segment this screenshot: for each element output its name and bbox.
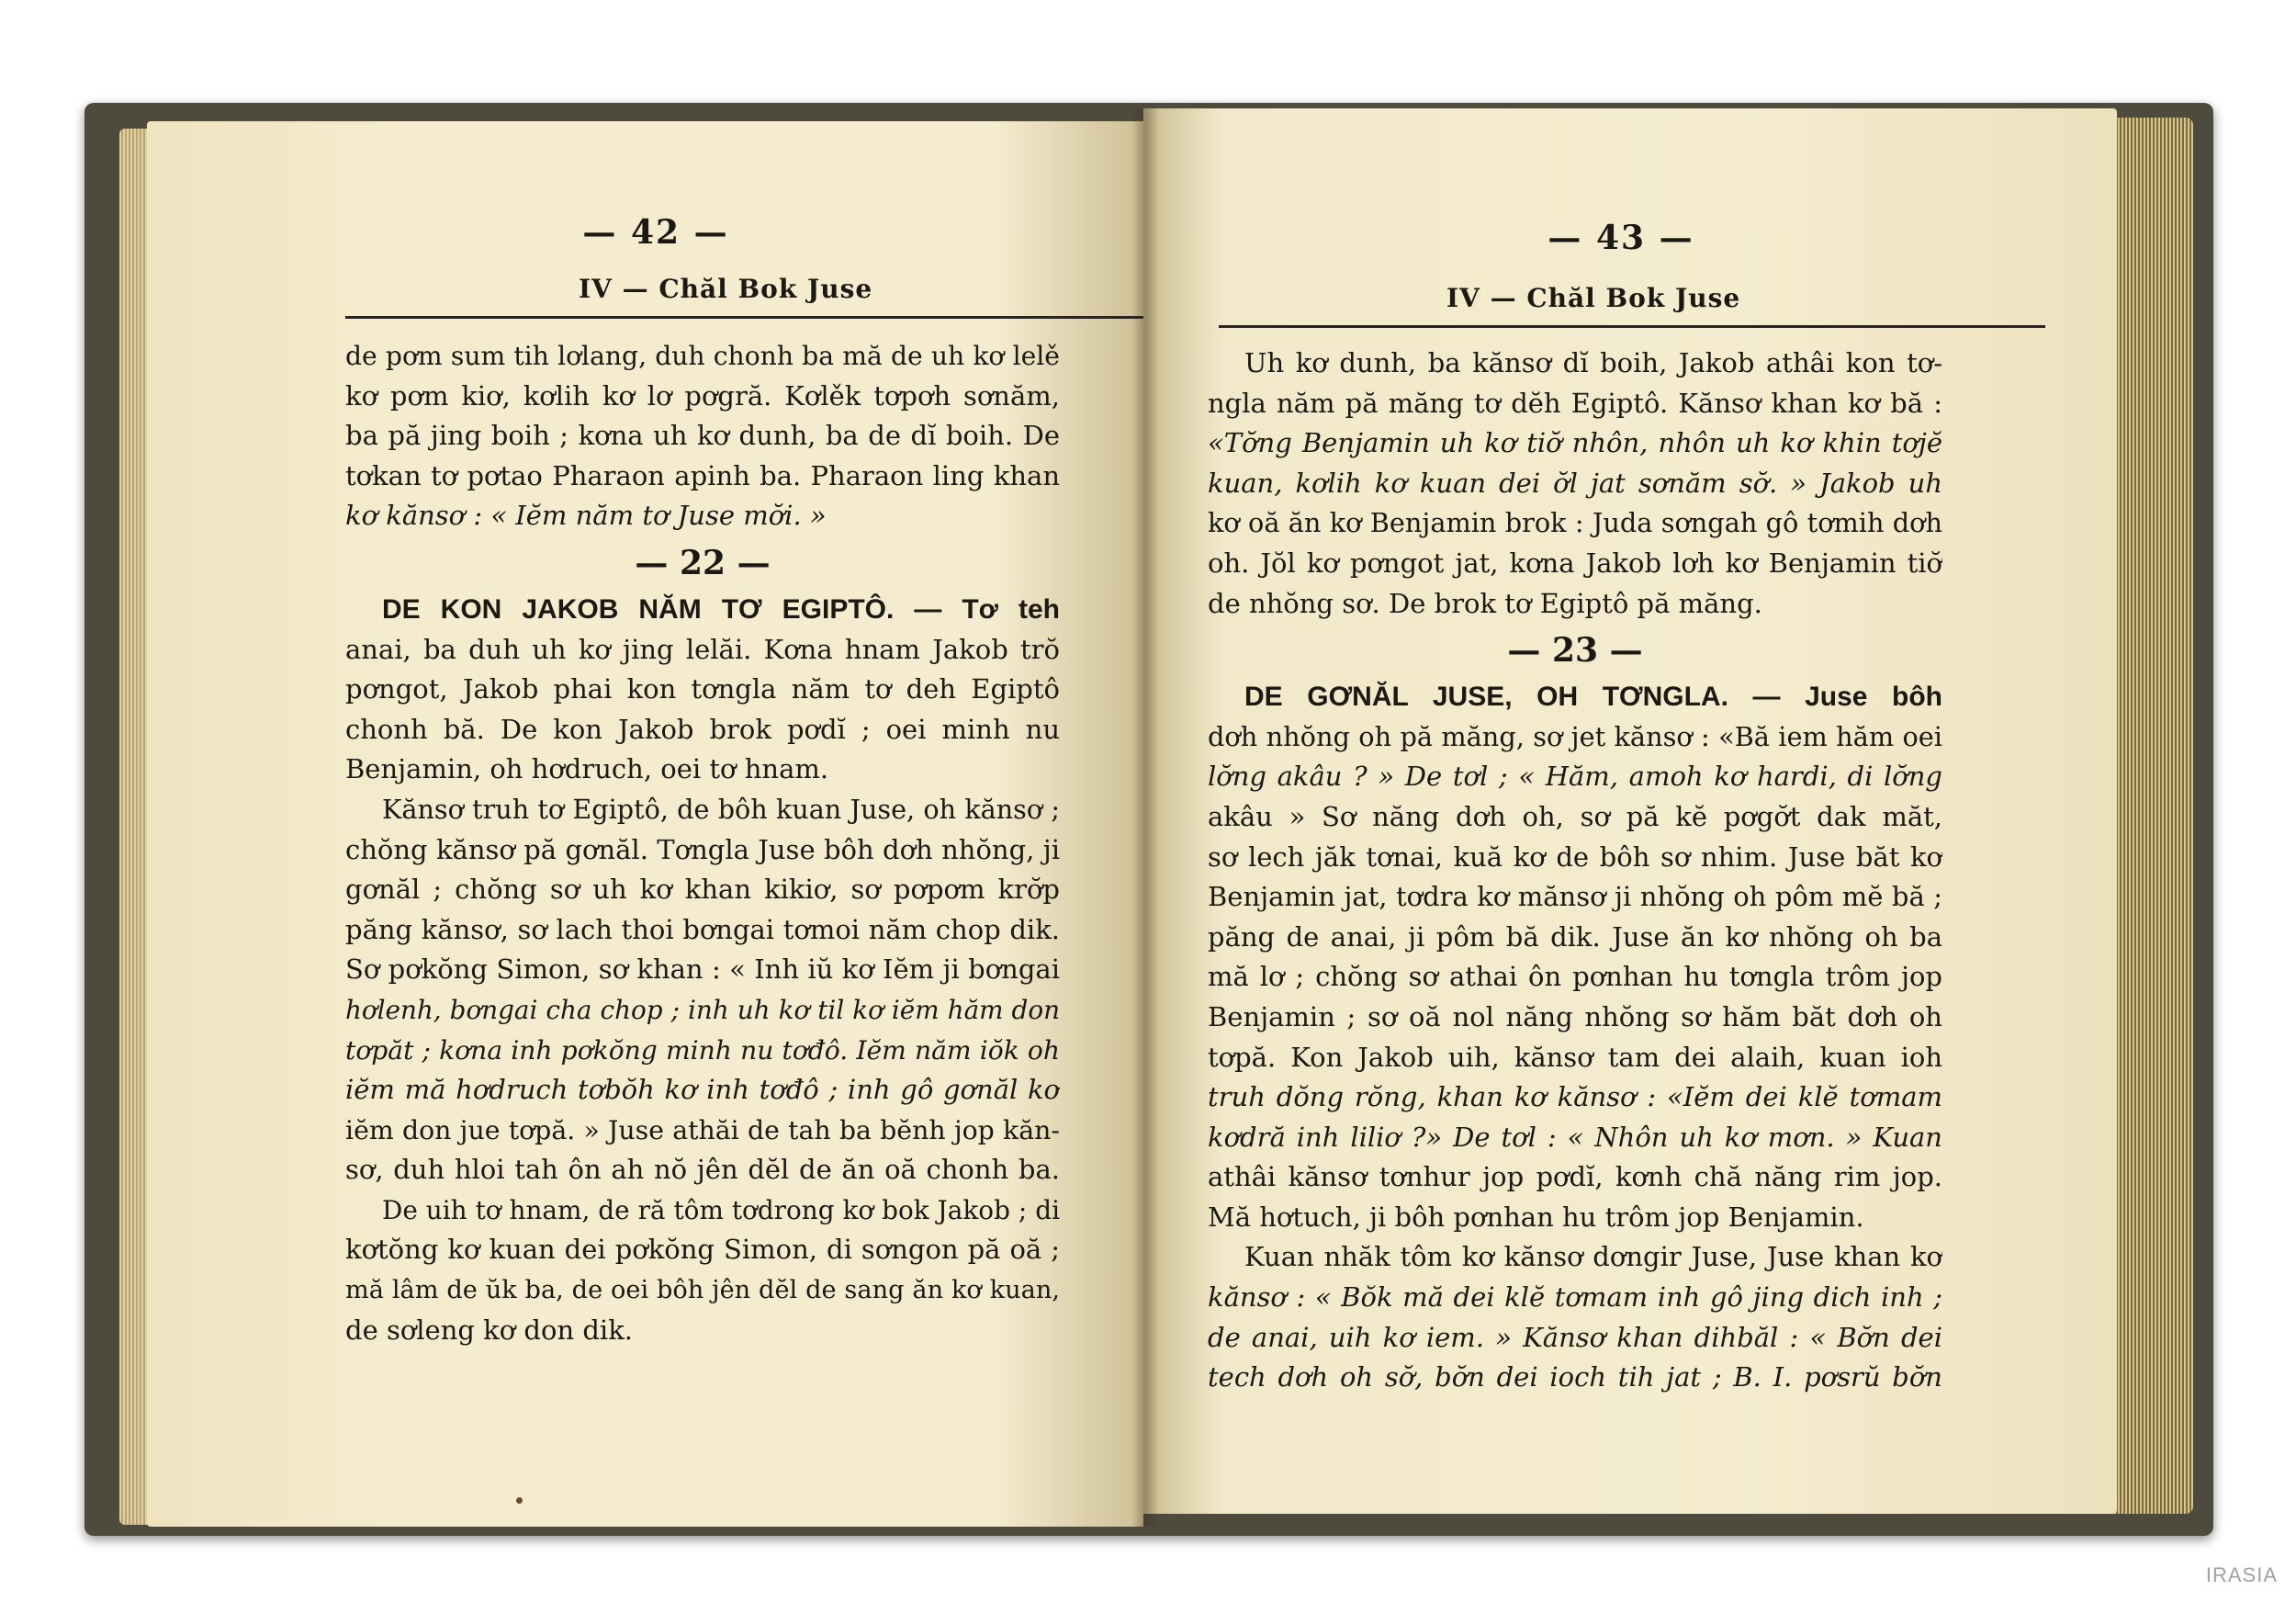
text-line: kơ kănsơ : « Iĕm năm tơ Juse mơ̆i. » (345, 500, 827, 532)
text-line: iĕm don jue tơpă. » Juse athăi de tah ba bĕnh jop kăn- (345, 1114, 1060, 1145)
text-line: Kănsơ truh tơ Egiptô, de bôh kuan Juse, oh kănsơ ; (382, 793, 1060, 825)
section-heading-line: DE KON JAKOB NĂM TƠ EGIPTÔ. — Tơ teh (382, 593, 1060, 625)
section-heading-line: DE GƠNĂL JUSE, OH TƠNGLA. — Juse bôh (1244, 682, 1942, 713)
text-line: anai, ba duh uh kơ jing lelăi. Kơna hnam Jakob trŏ (345, 633, 1060, 665)
text-line: de nhŏng sơ. De brok tơ Egiptô pă măng. (1208, 587, 1762, 619)
text-line: «Tơ̆ng Benjamin uh kơ tiơ̆ nhôn, nhôn uh kơ khin tơjĕ (1208, 427, 1942, 459)
text-line: athâi kănsơ tơnhur jop pơdĭ, kơnh chă năng rim jop. (1208, 1161, 1942, 1193)
watermark: IRASIA (2205, 1563, 2278, 1586)
text-line: kơ pơm kiơ, kơlih kơ lơ pơgră. Kơlěk tơpơh sơnăm, (345, 379, 1060, 412)
left-page-text (345, 336, 1060, 1350)
text-line: Benjamin, oh hơdruch, oei tơ hnam. (345, 753, 829, 785)
right-page-text (1208, 344, 1942, 1398)
text-line: tech dơh oh sơ̆, bơ̆n dei ioch tih jat ; B. I. pơsrŭ bơ̆n (1208, 1361, 1942, 1393)
text-line: Mă hơtuch, ji bôh pơnhan hu trôm jop Benjamin. (1208, 1201, 1864, 1233)
right-running-head: IV — Chăl Bok Juse (1446, 283, 1741, 313)
left-header-rule (345, 316, 1143, 319)
text-line: chŏng kănsơ pă gơnăl. Tơngla Juse bôh dơh nhŏng, ji (345, 833, 1060, 865)
text-line: iĕm mă hơdruch tơbŏh kơ inh tơđô ; inh gô gơnăl kơ (345, 1074, 1060, 1106)
text-line: Uh kơ dunh, ba kănsơ dĭ boih, Jakob athâi kon tơ- (1244, 347, 1942, 378)
text-line: lơ̆ng akâu ? » De tơl ; « Hăm, amoh kơ hardi, di lơ̆ng (1208, 761, 1942, 793)
text-line: kơ oă ăn kơ Benjamin brok : Juda sơngah gô tơmih dơh (1208, 507, 1942, 539)
text-line: sơ, duh hloi tah ôn ah nŏ jên dĕl de ăn oă chonh ba. (345, 1154, 1060, 1186)
text-line: hơlenh, bơngai cha chop ; inh uh kơ til kơ iĕm hăm don (345, 994, 1060, 1025)
text-line: chonh bă. De kon Jakob brok pơdĭ ; oei minh nu (345, 713, 1060, 745)
text-line: sơ lech jăk tơnai, kuă kơ de bôh sơ nhim. Juse băt kơ (1208, 840, 1942, 873)
text-line: oh. Jŏl kơ pơngot jat, kơna Jakob lơh kơ Benjamin tiơ̆ (1208, 547, 1942, 579)
text-line: Sơ pơkŏng Simon, sơ khan : « Inh iŭ kơ Iĕm ji bơngai (345, 953, 1060, 986)
text-line: păng kănsơ, sơ lach thoi bơngai tơmoi năm chop dik. (345, 913, 1060, 945)
section-number-23: — 23 — (1507, 631, 1643, 671)
text-line: pơngot, Jakob phai kon tơngla năm tơ deh Egiptô (345, 673, 1060, 705)
text-line: de anai, uih kơ iem. » Kănsơ khan dihbăl : « Bơ̆n dei (1208, 1321, 1942, 1353)
text-line: akâu » Sơ năng dơh oh, sơ pă kĕ pơgơ̆t dak măt, (1208, 800, 1942, 832)
text-line: ngla năm pă măng tơ dĕh Egiptô. Kănsơ khan kơ bă : (1208, 387, 1942, 419)
text-line: tơkan tơ pơtao Pharaon apinh ba. Pharaon ling khan (345, 459, 1060, 491)
book-gutter (1131, 108, 1159, 1527)
text-line: Kuan nhăk tôm kơ kănsơ dơngir Juse, Juse khan kơ (1244, 1241, 1942, 1273)
right-header-rule (1219, 325, 2045, 328)
text-line: tơpăt ; kơna inh pơkŏng minh nu tơđô. Iĕm năm iŏk oh (345, 1034, 1060, 1066)
text-line: kơdră inh liliơ ?» De tơl : « Nhôn uh kơ mơn. » Kuan (1208, 1121, 1942, 1153)
text-line: Benjamin jat, tơdra kơ mănsơ ji nhŏng oh pôm mĕ bă ; (1208, 881, 1942, 913)
ink-dot (516, 1497, 523, 1504)
text-line: păng de anai, ji pôm bă dik. Juse ăn kơ nhŏng oh ba (1208, 920, 1942, 953)
text-line: dơh nhŏng oh pă măng, sơ jet kănsơ : «Bă iem hăm oei (1208, 720, 1942, 752)
text-line: mă lơ ; chŏng sơ athai ôn pơnhan hu tơngla trôm jop (1208, 961, 1942, 993)
right-page-number: — 43 — (1548, 219, 1694, 257)
left-running-head: IV — Chăl Bok Juse (579, 274, 873, 304)
text-line: kơtŏng kơ kuan dei pơkŏng Simon, di sơngon pă oă ; (345, 1234, 1060, 1266)
text-line: truh dŏng rŏng, khan kơ kănsơ : «Iĕm dei klĕ tơmam (1208, 1081, 1942, 1113)
text-line: kănsơ : « Bŏk mă dei klĕ tơmam inh gô jing dich inh ; (1208, 1281, 1942, 1314)
left-page-number: — 42 — (582, 213, 729, 252)
right-page (1143, 108, 2117, 1514)
left-page (147, 121, 1143, 1527)
text-line: gơnăl ; chŏng sơ uh kơ khan kikiơ, sơ pơpơm krơ̆p (345, 874, 1060, 906)
text-line: de sơleng kơ don dik. (345, 1314, 633, 1346)
text-line: ba pă jing boih ; kơna uh kơ dunh, ba de dĭ boih. De (345, 420, 1060, 452)
text-line: Benjamin ; sơ oă nol năng nhŏng sơ hăm băt dơh oh (1208, 1000, 1942, 1032)
text-line: tơpă. Kon Jakob uih, kănsơ tam dei alaih, kuan ioh (1208, 1041, 1942, 1073)
text-line: De uih tơ hnam, de ră tôm tơdrong kơ bok Jakob ; di (382, 1194, 1060, 1225)
text-line: kuan, kơlih kơ kuan dei ơ̆l jat sơnăm sơ̆. » Jakob uh (1208, 467, 1942, 499)
text-line: mă lâm de ŭk ba, de oei bôh jên dĕl de sang ăn kơ kuan, (345, 1276, 1060, 1305)
section-number-22: — 22 — (635, 543, 771, 582)
text-line: de pơm sum tih lơlang, duh chonh ba mă de uh kơ lelě (345, 341, 1060, 371)
